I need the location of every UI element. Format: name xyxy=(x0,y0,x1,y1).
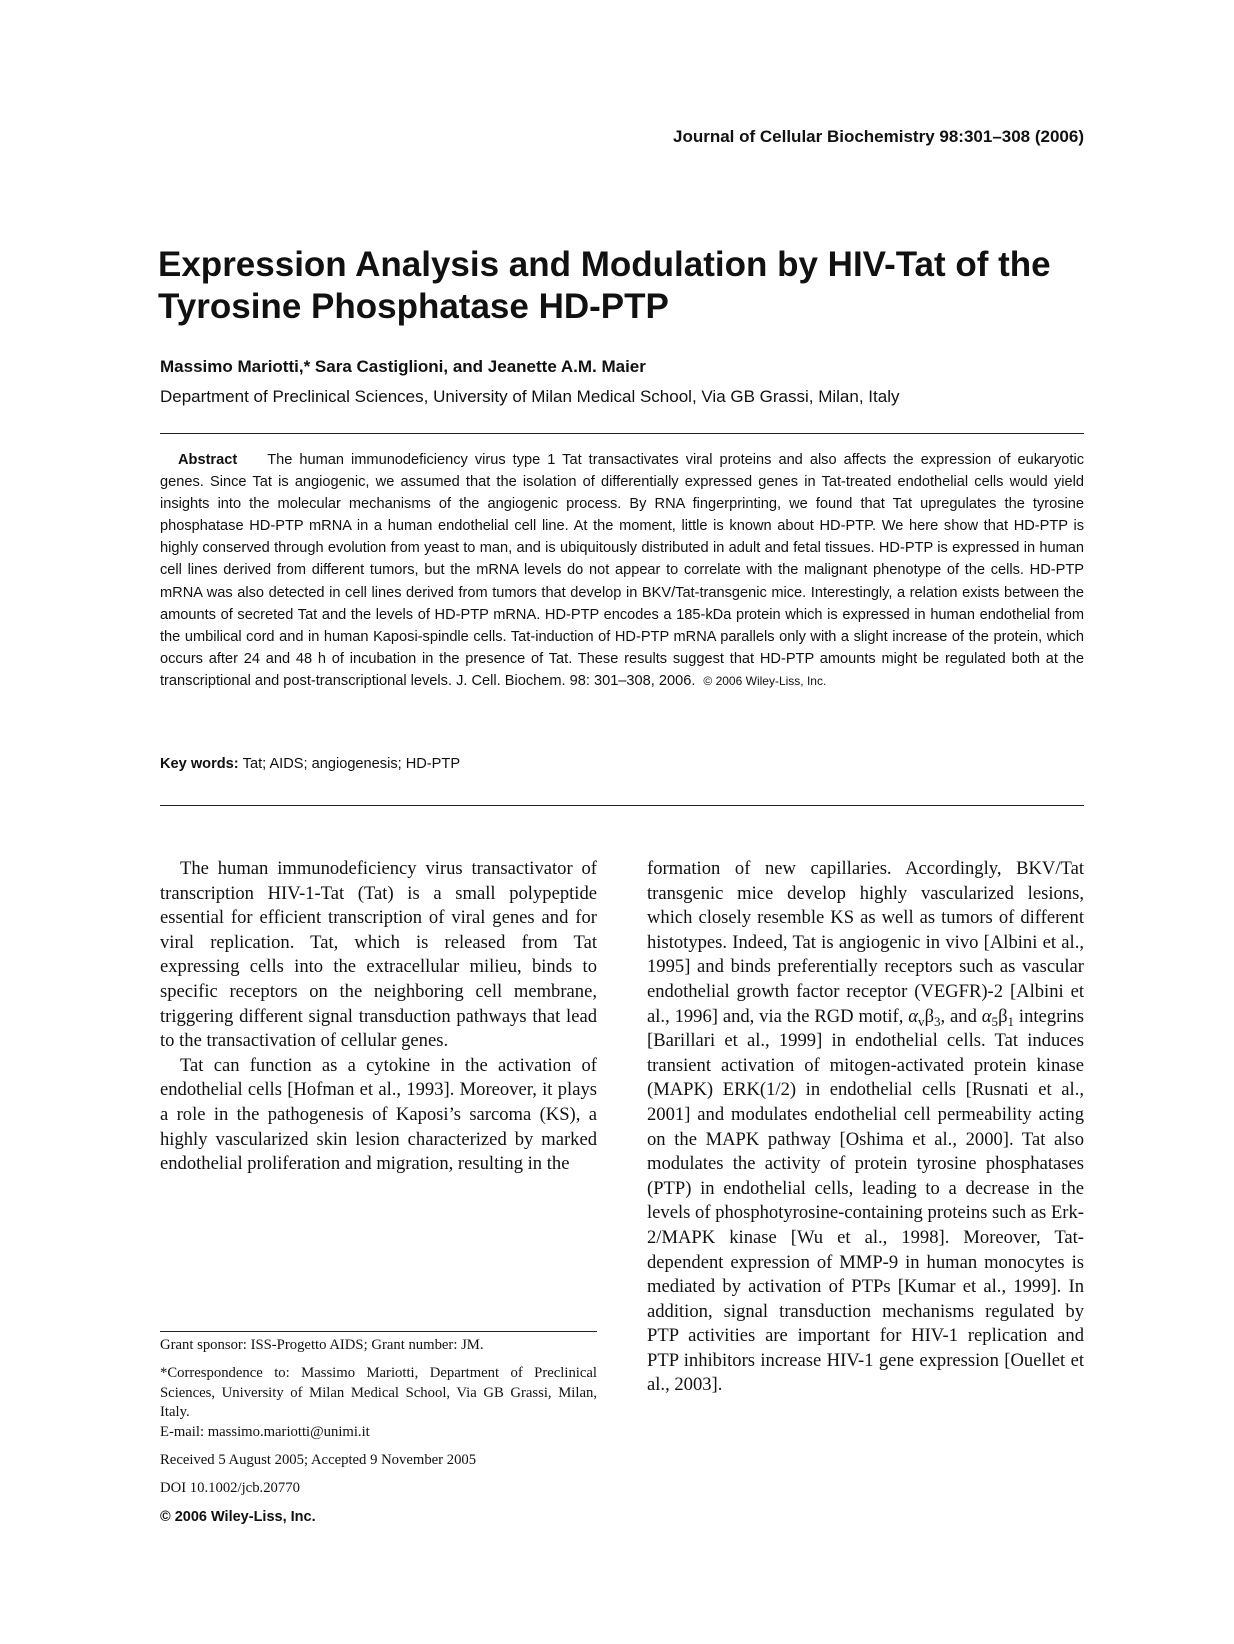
divider-top xyxy=(160,433,1084,434)
divider-bottom xyxy=(160,805,1084,806)
doi-note: DOI 10.1002/jcb.20770 xyxy=(160,1480,300,1497)
author-list: Massimo Mariotti,* Sara Castiglioni, and Jeanette A.M. Maier xyxy=(160,357,646,376)
abstract-label: Abstract xyxy=(178,452,238,468)
email-note: E-mail: massimo.mariotti@unimi.it xyxy=(160,1423,370,1440)
abstract xyxy=(160,449,1084,692)
journal-header: Journal of Cellular Biochemistry 98:301–308 (2006) xyxy=(672,127,1084,146)
abstract-text: The human immunodeficiency virus type 1 Tat transactivates viral proteins and also affects the expression of eukaryotic genes. Since Tat is angiogenic, we assumed that the isolation of differentially expressed genes in Tat-treated endothelial cells would yield insights into the molecular mechanisms of the angiogenic process. By RNA fingerprinting, we found that Tat upregulates the tyrosine phosphatase HD-PTP mRNA in a human endothelial cell line. At the moment, little is known about HD-PTP. We here show that HD-PTP is highly conserved through evolution from yeast to man, and is ubiquitously distributed in adult and fetal tissues. HD-PTP is expressed in human cell lines derived from different tumors, but the mRNA levels do not appear to correlate with the malignant phenotype of the cells. HD-PTP mRNA was also detected in cell lines derived from tumors that develop in BKV/Tat-transgenic mice. Interestingly, a relation exists between the amounts of secreted Tat and the levels of HD-PTP mRNA. HD-PTP encodes a 185-kDa protein which is expressed in human endothelial from the umbilical cord and in human Kaposi-spindle cells. Tat-induction of HD-PTP mRNA parallels only with a slight increase of the protein, which occurs after 24 and 48 h of incubation in the presence of Tat. These results suggest that HD-PTP amounts might be regulated both at the transcriptional and post-transcriptional levels. J. Cell. Biochem. 98: 301–308, 2006. xyxy=(160,452,1084,689)
affiliation: Department of Preclinical Sciences, University of Milan Medical School, Via GB Grassi, Milan, Italy xyxy=(160,387,900,406)
subscript: v xyxy=(918,1013,925,1029)
keywords-label: Key words: xyxy=(160,756,239,772)
subscript: 1 xyxy=(1007,1013,1015,1029)
body-paragraph: Tat can function as a cytokine in the activation of endothelial cells [Hofman et al., 1993]. Moreover, it plays a role in the pathogenesis of Kaposi’s sarcoma (KS), a highly vascularized skin lesion characterized by marked endothelial proliferation and migration, resulting in the xyxy=(160,1054,597,1175)
body-column-right xyxy=(647,857,1084,1398)
title-line-2: Tyrosine Phosphatase HD-PTP xyxy=(158,287,669,326)
received-note: Received 5 August 2005; Accepted 9 November 2005 xyxy=(160,1452,477,1469)
body-column-left xyxy=(160,857,597,1177)
keywords-text: Tat; AIDS; angiogenesis; HD-PTP xyxy=(242,756,461,772)
body-text-segment: integrins [Barillari et al., 1999] in endothelial cells. Tat induces transient activation of mitogen-activated protein kinase (MAPK) ERK(1/2) in endothelial cells [Rusnati et al., 2001] and modulates endothelial cell permeability acting on the MAPK pathway [Oshima et al., 2000]. Tat also modulates the activity of protein tyrosine phosphatases (PTP) in endothelial cells, leading to a decrease in the levels of phosphotyrosine-containing proteins such as Erk-2/MAPK kinase [Wu et al., 1998]. Moreover, Tat-dependent expression of MMP-9 in human monocytes is mediated by activation of PTPs [Kumar et al., 1999]. In addition, signal transduction mechanisms regulated by PTP activities are important for HIV-1 replication and PTP inhibitors increase HIV-1 gene expression [Ouellet et al., 2003]. xyxy=(647,1005,1084,1396)
alpha-symbol: α xyxy=(908,1005,919,1027)
footnotes xyxy=(160,1336,597,1527)
body-paragraph: The human immunodeficiency virus transactivator of transcription HIV-1-Tat (Tat) is a small polypeptide essential for efficient transcription of viral genes and for viral replication. Tat, which is released from Tat expressing cells into the extracellular milieu, binds to specific receptors on the neighboring cell membrane, triggering different signal transduction pathways that lead to the transactivation of cellular genes. xyxy=(160,858,597,1052)
footnote-divider xyxy=(160,1331,597,1332)
abstract-copyright: © 2006 Wiley-Liss, Inc. xyxy=(703,673,827,688)
subscript: 5 xyxy=(991,1013,999,1029)
alpha-symbol: α xyxy=(981,1005,992,1027)
body-text-segment: formation of new capillaries. Accordingly, BKV/Tat transgenic mice develop highly vascularized lesions, which closely resemble KS as well as tumors of different histotypes. Indeed, Tat is angiogenic in vivo [Albini et al., 1995] and binds preferentially receptors such as vascular endothelial growth factor receptor (VEGFR)-2 [Albini et al., 1996] and, via the RGD motif, xyxy=(647,858,1084,1027)
correspondence-note: *Correspondence to: Massimo Mariotti, Department of Preclinical Sciences, University of Milan Medical School, Via GB Grassi, Milan, Italy. xyxy=(160,1365,597,1421)
grant-note: Grant sponsor: ISS-Progetto AIDS; Grant number: JM. xyxy=(160,1337,484,1353)
article-title xyxy=(158,244,1098,328)
beta-symbol: β xyxy=(924,1005,935,1027)
body-paragraph xyxy=(647,857,1084,1398)
body-text-segment: , and xyxy=(940,1005,977,1027)
subscript: 3 xyxy=(934,1013,941,1029)
copyright-note: © 2006 Wiley-Liss, Inc. xyxy=(160,1508,316,1525)
title-line-1: Expression Analysis and Modulation by HIV-Tat of the xyxy=(158,245,1051,284)
keywords xyxy=(160,756,1084,772)
beta-symbol: β xyxy=(998,1005,1008,1027)
